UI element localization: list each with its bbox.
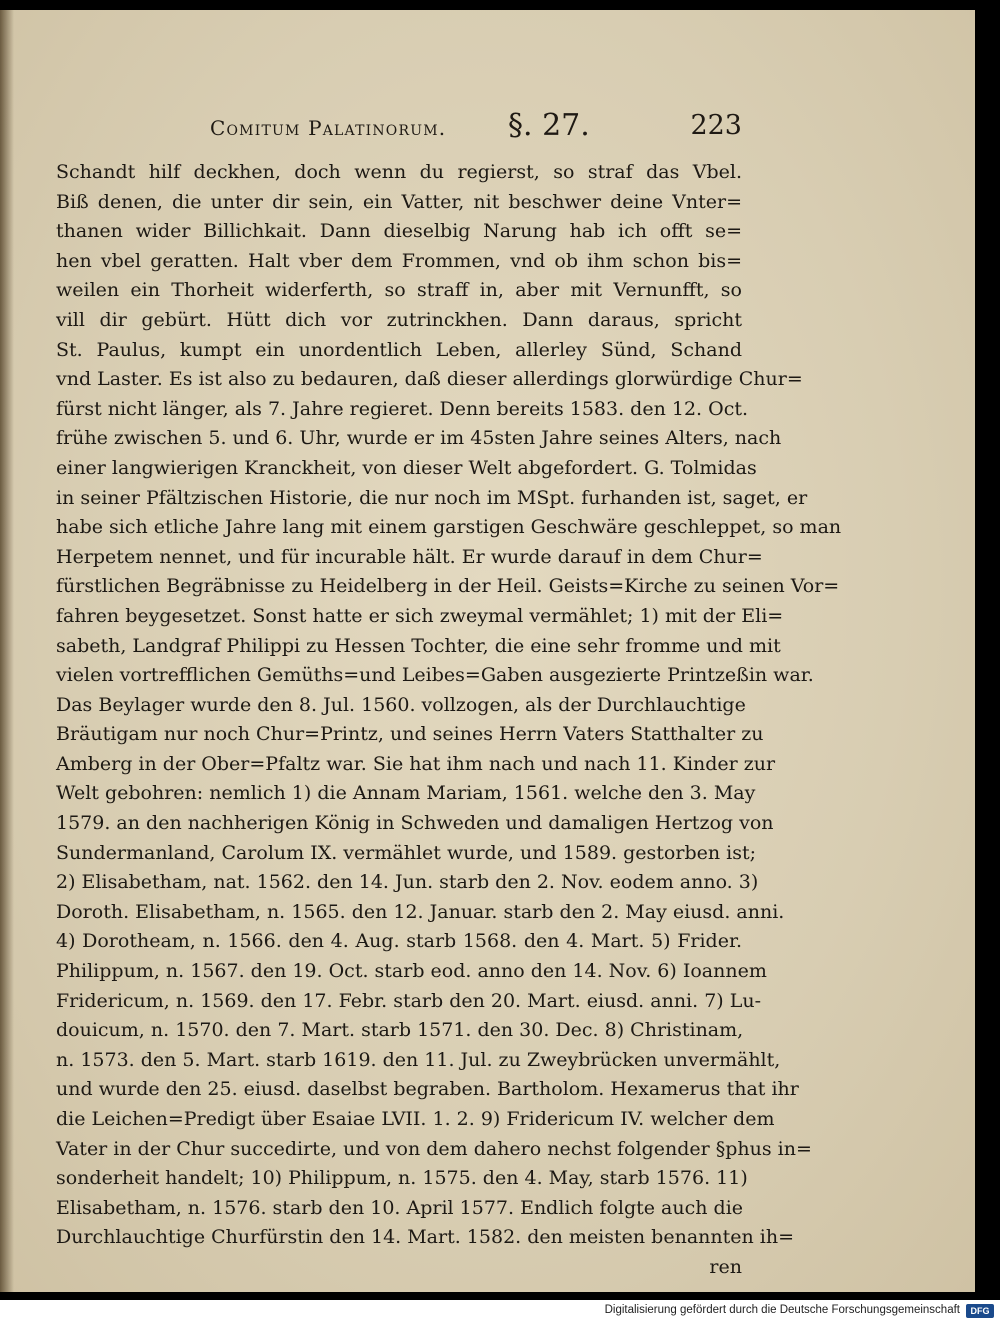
text-line: fahren beygesetzet. Sonst hatte er sich zweymal vermählet; 1) mit der Eli=: [56, 604, 784, 627]
text-line: Bräutigam nur noch Chur=Printz, und seines Herrn Vaters Statthalter zu: [56, 723, 764, 746]
text-line: St. Paulus, kumpt ein unordentlich Leben, allerley Sünd, Schand: [56, 338, 742, 361]
body-text: [56, 158, 842, 1283]
text-line: die Leichen=Predigt über Esaiae LVII. 1. 2. 9) Fridericum IV. welcher dem: [56, 1108, 775, 1130]
section-mark: §. 27.: [508, 108, 590, 143]
text-line: Herpetem nennet, und für incurable hält. Er wurde darauf in dem Chur=: [56, 545, 763, 568]
text-line: douicum, n. 1570. den 7. Mart. starb 1571. den 30. Dec. 8) Christinam,: [56, 1019, 744, 1042]
text-line: 1579. an den nachherigen König in Schweden und damaligen Hertzog von: [56, 812, 774, 835]
text-line: ren: [709, 1255, 742, 1278]
text-line: Sundermanland, Carolum IX. vermählet wurde, und 1589. gestorben ist;: [56, 841, 756, 864]
text-line: und wurde den 25. eiusd. daselbst begraben. Bartholom. Hexamerus that ihr: [56, 1078, 799, 1101]
text-line: vnd Laster. Es ist also zu bedauren, daß dieser allerdings glorwürdige Chur=: [56, 368, 803, 391]
text-line: Das Beylager wurde den 8. Jul. 1560. vollzogen, als der Durchlauchtige: [56, 693, 746, 716]
text-line: sonderheit handelt; 10) Philippum, n. 1575. den 4. May, starb 1576. 11): [56, 1167, 748, 1190]
text-line: Vater in der Chur succedirte, und von dem dahero nechst folgender §phus in=: [56, 1137, 812, 1160]
running-title: Comitum Palatinorum.: [210, 116, 447, 140]
text-line: 4) Dorotheam, n. 1566. den 4. Aug. starb 1568. den 4. Mart. 5) Frider.: [56, 930, 742, 953]
text-line: Doroth. Elisabetham, n. 1565. den 12. Januar. starb den 2. May eiusd. anni.: [56, 900, 785, 923]
text-line: weilen ein Thorheit widerferth, so straff in, aber mit Vernunfft, so: [56, 279, 742, 302]
text-line: thanen wider Billichkait. Dann dieselbig Narung hab ich offt se=: [56, 220, 742, 243]
text-line: Welt gebohren: nemlich 1) die Annam Mariam, 1561. welche den 3. May: [56, 782, 756, 805]
text-line: n. 1573. den 5. Mart. starb 1619. den 11. Jul. zu Zweybrücken unvermählt,: [56, 1048, 781, 1071]
text-line: in seiner Pfältzischen Historie, die nur noch im MSpt. furhanden ist, saget, er: [56, 486, 808, 509]
text-line: einer langwierigen Kranckheit, von dieser Welt abgefordert. G. Tolmidas: [56, 456, 757, 479]
text-line: 2) Elisabetham, nat. 1562. den 14. Jun. starb den 2. Nov. eodem anno. 3): [56, 871, 759, 894]
page-number: 223: [690, 110, 742, 141]
text-line: sabeth, Landgraf Philippi zu Hessen Tochter, die eine sehr fromme und mit: [56, 634, 781, 657]
text-line: fürstlichen Begräbnisse zu Heidelberg in der Heil. Geists=Kirche zu seinen Vor=: [56, 575, 840, 598]
text-line: Fridericum, n. 1569. den 17. Febr. starb den 20. Mart. eiusd. anni. 7) Lu-: [56, 989, 762, 1012]
running-header: [210, 108, 742, 148]
text-line: hen vbel geratten. Halt vber dem Frommen, vnd ob ihm schon bis=: [56, 249, 742, 272]
page-gutter-shadow: [0, 10, 14, 1292]
text-line: Schandt hilf deckhen, doch wenn du regierst, so straf das Vbel.: [56, 161, 742, 183]
text-line: frühe zwischen 5. und 6. Uhr, wurde er im 45sten Jahre seines Alters, nach: [56, 427, 782, 450]
text-line: Durchlauchtige Churfürstin den 14. Mart. 1582. den meisten benannten ih=: [56, 1226, 795, 1249]
text-line: Elisabetham, n. 1576. starb den 10. April 1577. Endlich folgte auch die: [56, 1196, 744, 1219]
text-line: Philippum, n. 1567. den 19. Oct. starb eod. anno den 14. Nov. 6) Ioannem: [56, 960, 767, 983]
text-line: vill dir gebürt. Hütt dich vor zutrinckhen. Dann daraus, spricht: [56, 308, 742, 331]
text-line: fürst nicht länger, als 7. Jahre regieret. Denn bereits 1583. den 12. Oct.: [56, 397, 749, 420]
text-line: habe sich etliche Jahre lang mit einem garstigen Geschwäre geschleppet, so man: [56, 516, 842, 539]
digitization-credit: Digitalisierung gefördert durch die Deutsche Forschungsgemeinschaft: [604, 1304, 960, 1316]
text-line: Biß denen, die unter dir sein, ein Vatter, nit beschwer deine Vnter=: [56, 190, 742, 213]
text-line: Amberg in der Ober=Pfaltz war. Sie hat ihm nach und nach 11. Kinder zur: [56, 752, 776, 775]
footer-bar: [0, 1300, 1000, 1323]
text-line: vielen vortrefflichen Gemüths=und Leibes=Gaben ausgezierte Printzeßin war.: [56, 664, 814, 687]
dfg-logo-icon: DFG: [966, 1304, 994, 1318]
